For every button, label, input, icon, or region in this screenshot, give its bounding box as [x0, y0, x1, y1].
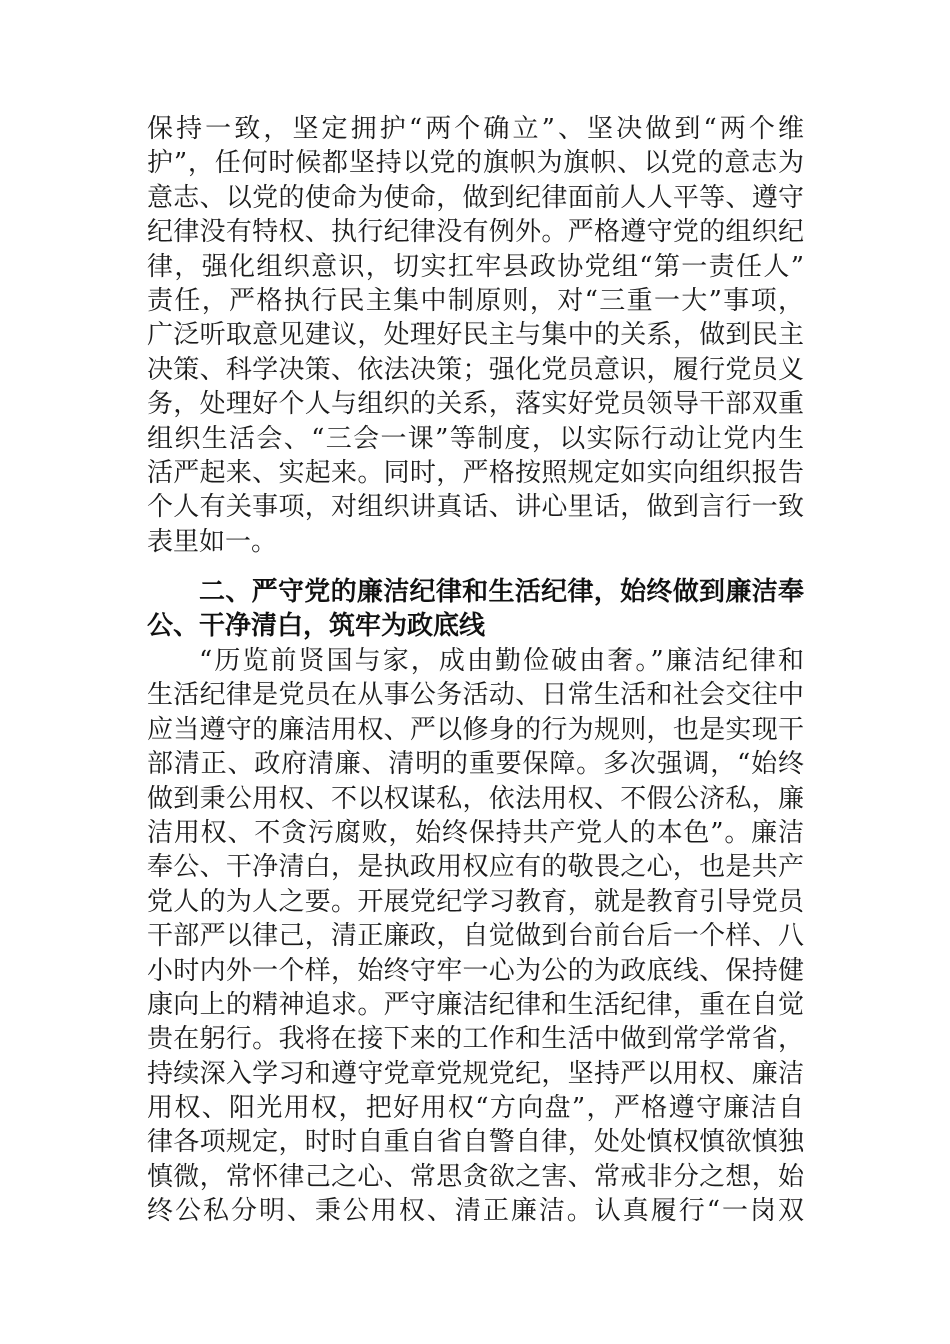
text-line: 广泛听取意见建议，处理好民主与集中的关系，做到民主 [147, 320, 804, 351]
text-line: 责任，严格执行民主集中制原则，对“三重一大”事项， [147, 285, 804, 316]
text-line: 务，处理好个人与组织的关系，落实好党员领导干部双重 [147, 389, 804, 420]
paragraph-organization-discipline [147, 112, 804, 559]
text-line: 持续深入学习和遵守党章党规党纪，坚持严以用权、廉洁 [147, 1058, 804, 1089]
text-line: 决策、科学决策、依法决策；强化党员意识，履行党员义 [147, 354, 804, 385]
section-heading-two [147, 575, 804, 644]
text-line: 应当遵守的廉洁用权、严以修身的行为规则，也是实现干 [147, 714, 804, 745]
text-line: 做到秉公用权、不以权谋私，依法用权、不假公济私，廉 [147, 783, 804, 814]
text-line: 护”，任何时候都坚持以党的旗帜为旗帜、以党的意志为 [147, 148, 804, 179]
text-line: 终公私分明、秉公用权、清正廉洁。认真履行“一岗双 [147, 1196, 804, 1227]
text-line: 洁用权、不贪污腐败，始终保持共产党人的本色”。廉洁 [147, 817, 804, 848]
text-line: 律各项规定，时时自重自省自警自律，处处慎权慎欲慎独 [147, 1127, 804, 1158]
text-line: 组织生活会、“三会一课”等制度，以实际行动让党内生 [147, 423, 804, 454]
text-line: 部清正、政府清廉、清明的重要保障。多次强调，“始终 [147, 749, 804, 780]
text-line: 活严起来、实起来。同时，严格按照规定如实向组织报告 [147, 457, 804, 488]
text-line: 干部严以律己，清正廉政，自觉做到台前台后一个样、八 [147, 921, 804, 952]
text-line: 个人有关事项，对组织讲真话、讲心里话，做到言行一致 [147, 492, 804, 523]
text-line: 贵在躬行。我将在接下来的工作和生活中做到常学常省， [147, 1024, 804, 1055]
text-line: 党人的为人之要。开展党纪学习教育，就是教育引导党员 [147, 886, 804, 917]
text-line: 康向上的精神追求。严守廉洁纪律和生活纪律，重在自觉 [147, 989, 804, 1020]
text-line: 用权、阳光用权，把好用权“方向盘”，严格遵守廉洁自 [147, 1093, 804, 1124]
heading-line: 二、严守党的廉洁纪律和生活纪律，始终做到廉洁奉 [199, 577, 804, 607]
text-line: 生活纪律是党员在从事公务活动、日常生活和社会交往中 [147, 680, 804, 711]
paragraph-integrity-discipline [147, 644, 804, 1229]
heading-line: 公、干净清白，筑牢为政底线 [147, 611, 486, 642]
text-line: 表里如一。 [147, 526, 278, 557]
text-line: 保持一致，坚定拥护“两个确立”、坚决做到“两个维 [147, 114, 804, 144]
text-line: 意志、以党的使命为使命，做到纪律面前人人平等、遵守 [147, 182, 804, 213]
text-line: “历览前贤国与家，成由勤俭破由奢。”廉洁纪律和 [199, 646, 804, 676]
text-line: 纪律没有特权、执行纪律没有例外。严格遵守党的组织纪 [147, 217, 804, 248]
text-line: 律，强化组织意识，切实扛牢县政协党组“第一责任人” [147, 251, 804, 282]
text-line: 慎微，常怀律己之心、常思贪欲之害、常戒非分之想，始 [147, 1161, 804, 1192]
text-line: 奉公、干净清白，是执政用权应有的敬畏之心，也是共产 [147, 852, 804, 883]
text-line: 小时内外一个样，始终守牢一心为公的为政底线、保持健 [147, 955, 804, 986]
